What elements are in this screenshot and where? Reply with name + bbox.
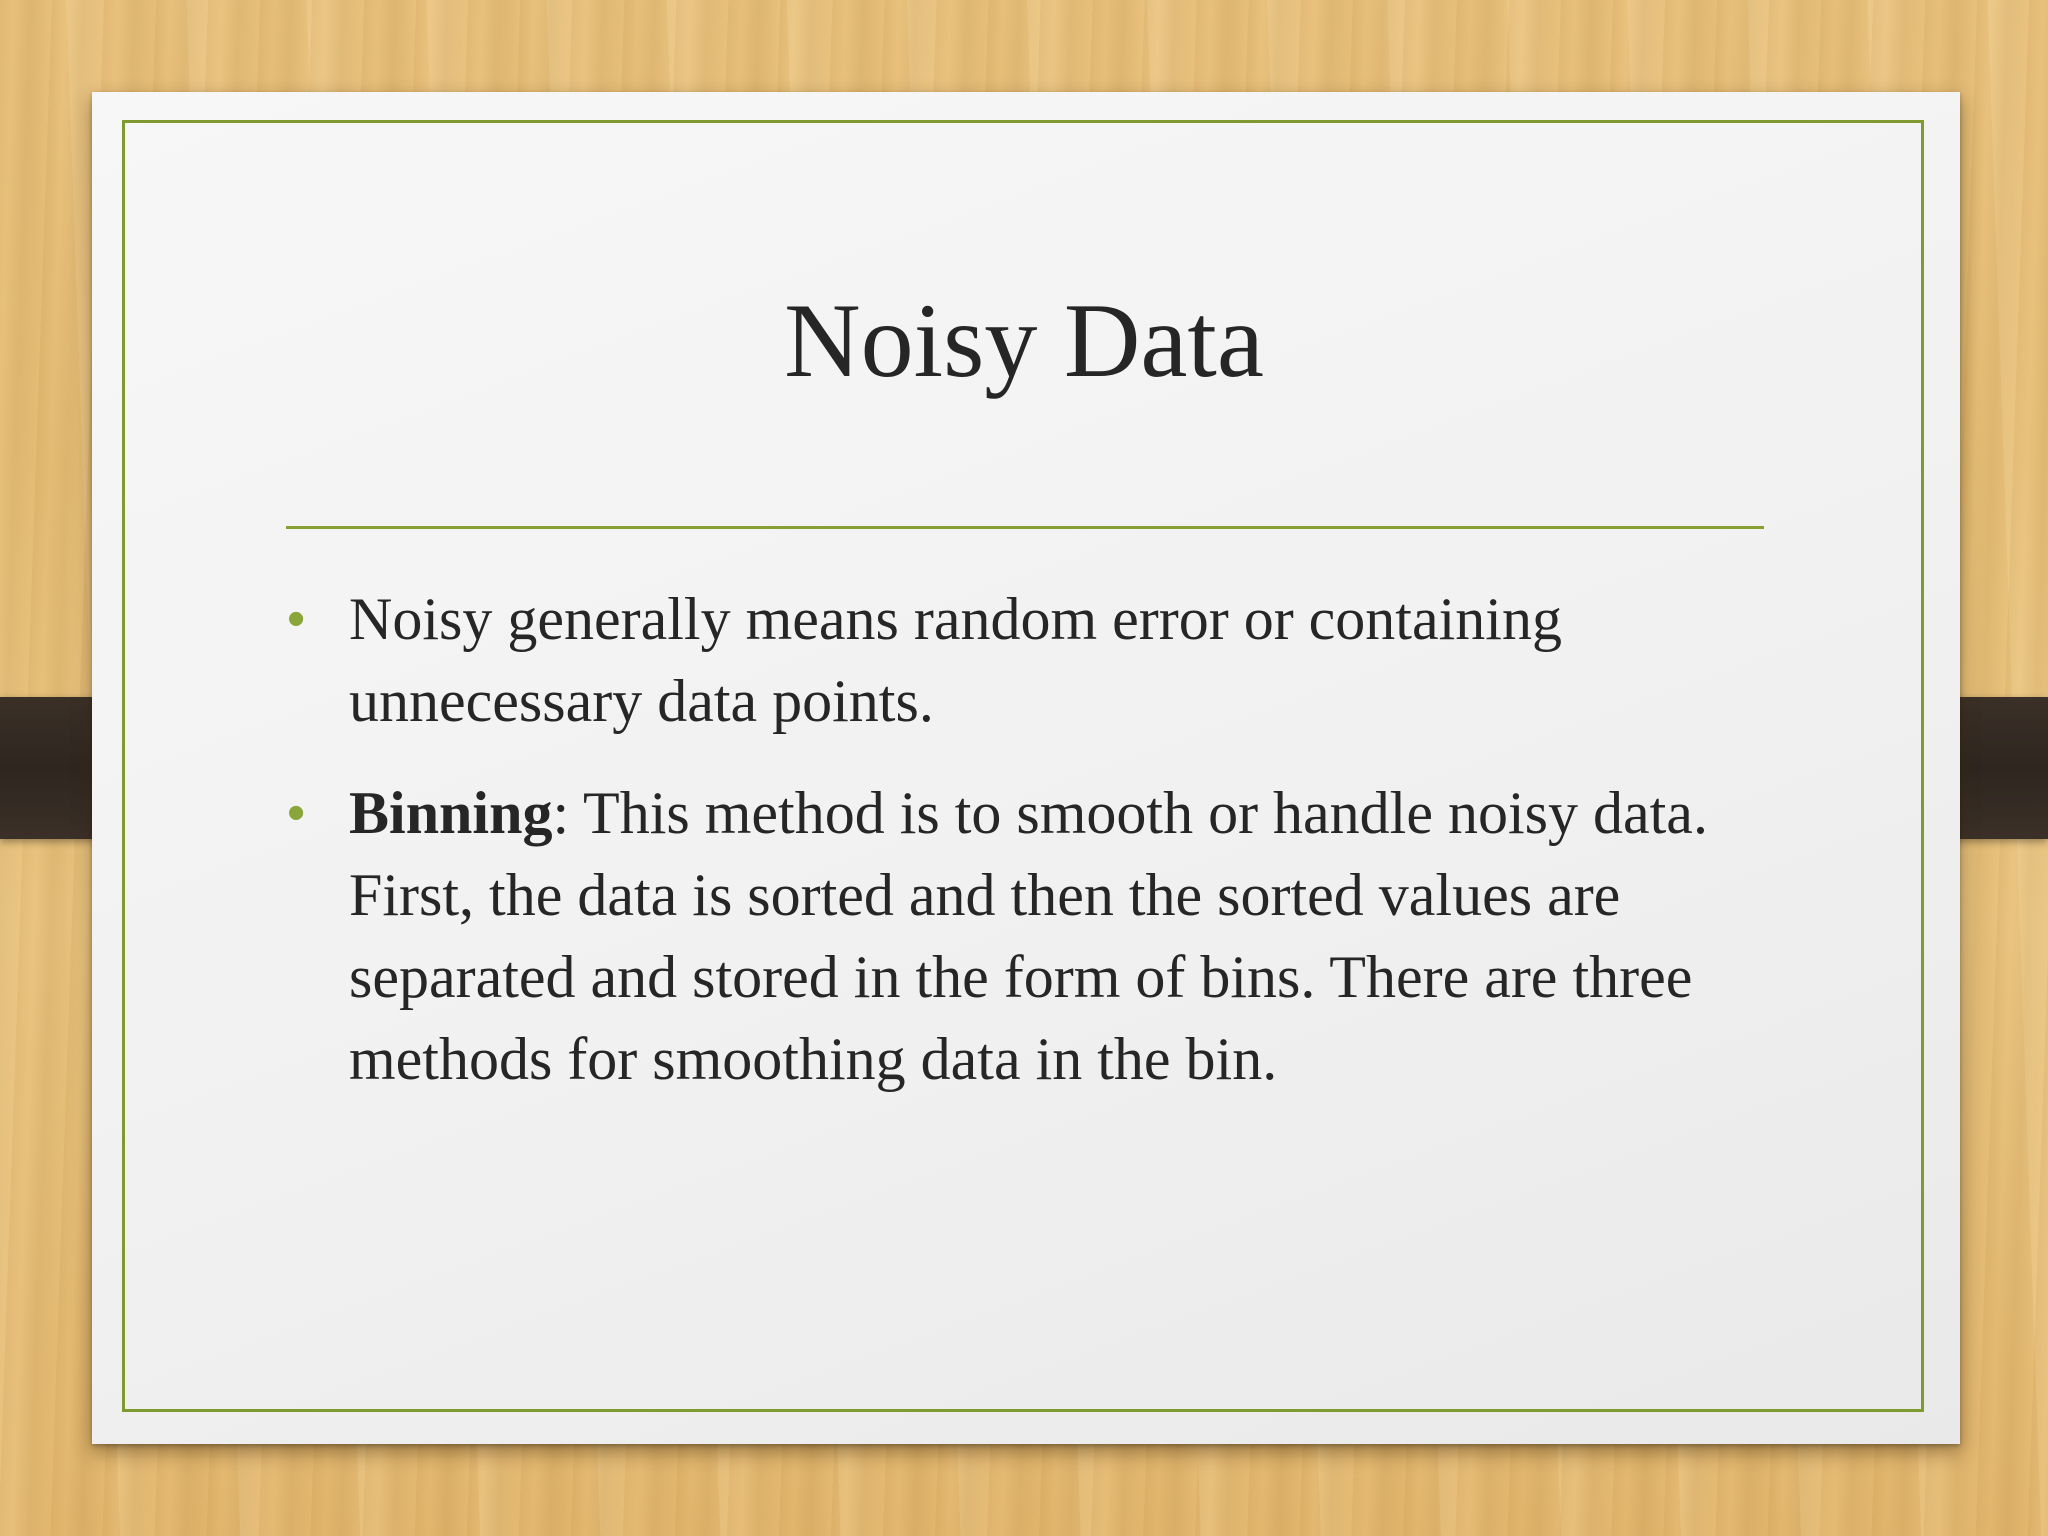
- slide-title: Noisy Data: [784, 282, 1264, 399]
- title-divider: [286, 526, 1764, 529]
- bullet-dot-icon: •: [287, 590, 306, 648]
- bullet-item: [287, 772, 1727, 1100]
- bullet-dot-icon: •: [287, 784, 306, 842]
- bullet-term: Binning: [349, 780, 553, 846]
- bullet-text: Noisy generally means random error or containing unnecessary data points.: [349, 586, 1562, 734]
- bullet-item: [287, 578, 1727, 742]
- bullet-list: [287, 578, 1727, 1130]
- bullet-text: : This method is to smooth or handle noisy data. First, the data is sorted and then the sorted values are separated and stored in the form of bins. There are three methods for smoothing data in the bin.: [349, 780, 1708, 1092]
